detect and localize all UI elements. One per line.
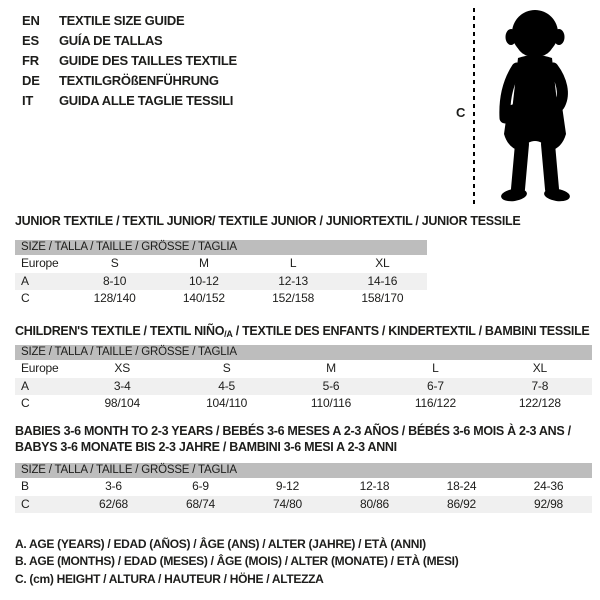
lang-row-de bbox=[22, 71, 237, 91]
lang-title: GUIDE DES TAILLES TEXTILE bbox=[59, 53, 237, 68]
size-cell: 158/170 bbox=[361, 291, 404, 305]
lang-code: DE bbox=[22, 73, 40, 88]
size-cell: M bbox=[198, 256, 209, 270]
row-label: C bbox=[21, 291, 30, 305]
row-label: A bbox=[21, 273, 29, 288]
height-label-c: C bbox=[456, 105, 466, 120]
footnote-c: C. (cm) HEIGHT / ALTURA / HAUTEUR / HÖHE / ALTEZZA bbox=[15, 571, 324, 586]
table-row bbox=[15, 290, 427, 308]
lang-title: TEXTILGRÖßENFÜHRUNG bbox=[59, 73, 219, 88]
size-cell: 7-8 bbox=[531, 378, 549, 393]
size-cell: 80/86 bbox=[359, 496, 390, 511]
size-cell: 104/110 bbox=[206, 396, 248, 410]
table-row bbox=[15, 496, 592, 514]
size-cell: 4-5 bbox=[218, 378, 235, 393]
size-cell: 9-12 bbox=[275, 479, 300, 493]
babies-section-title bbox=[15, 423, 571, 455]
size-header-band: SIZE / TALLA / TAILLE / GRÖSSE / TAGLIA bbox=[15, 345, 592, 360]
size-cell: 18-24 bbox=[446, 479, 477, 493]
size-cell: 6-7 bbox=[427, 378, 444, 393]
language-title-list bbox=[22, 11, 237, 111]
size-cell: S bbox=[222, 361, 231, 375]
lang-code: FR bbox=[22, 53, 39, 68]
size-header-band: SIZE / TALLA / TAILLE / GRÖSSE / TAGLIA bbox=[15, 463, 592, 478]
junior-section-title: JUNIOR TEXTILE / TEXTIL JUNIOR/ TEXTILE JUNIOR / JUNIORTEXTIL / JUNIOR TESSILE bbox=[15, 214, 521, 228]
size-cell: 92/98 bbox=[533, 496, 564, 511]
size-cell: 68/74 bbox=[185, 496, 216, 511]
size-cell: 14-16 bbox=[367, 273, 398, 288]
size-cell: L bbox=[289, 256, 297, 270]
table-row bbox=[15, 360, 592, 378]
babies-title-line2: BABYS 3-6 MONATE BIS 2-3 JAHRE / BAMBINI 3-6 MESI A 2-3 ANNI bbox=[15, 440, 397, 454]
table-row bbox=[15, 255, 427, 273]
size-cell: 6-9 bbox=[192, 479, 209, 493]
toddler-silhouette-icon bbox=[487, 6, 599, 206]
size-cell: 128/140 bbox=[93, 291, 136, 305]
lang-row-it bbox=[22, 91, 237, 111]
height-measure-dashed-line bbox=[473, 8, 475, 206]
lang-code: IT bbox=[22, 93, 34, 108]
size-cell: S bbox=[110, 256, 119, 270]
row-label: A bbox=[21, 378, 29, 393]
size-cell: 116/122 bbox=[414, 396, 456, 410]
size-cell: 3-4 bbox=[113, 378, 131, 393]
footnote-legend bbox=[15, 536, 458, 588]
children-size-table bbox=[15, 345, 592, 413]
size-cell: XL bbox=[532, 361, 547, 375]
row-label: Europe bbox=[21, 361, 59, 375]
size-cell: 98/104 bbox=[104, 396, 140, 410]
size-cell: 74/80 bbox=[272, 496, 303, 511]
size-cell: M bbox=[326, 361, 336, 375]
size-cell: 12-13 bbox=[278, 273, 308, 288]
row-label: B bbox=[21, 479, 29, 493]
babies-size-table bbox=[15, 463, 592, 513]
table-row bbox=[15, 273, 427, 291]
table-row bbox=[15, 395, 592, 413]
footnote-b: B. AGE (MONTHS) / EDAD (MESES) / ÂGE (MOIS) / ALTER (MONATE) / ETÀ (MESI) bbox=[15, 554, 459, 569]
lang-code: EN bbox=[22, 13, 40, 28]
size-cell: XS bbox=[114, 361, 130, 375]
table-row bbox=[15, 378, 592, 396]
children-title-part2: / TEXTILE DES ENFANTS / KINDERTEXTIL / BAMBINI TESSILE bbox=[232, 324, 590, 338]
table-row bbox=[15, 478, 592, 496]
size-cell: 8-10 bbox=[103, 273, 127, 288]
size-cell: 62/68 bbox=[98, 496, 129, 511]
footnote-a: A. AGE (YEARS) / EDAD (AÑOS) / ÂGE (ANS) / ALTER (JAHRE) / ETÀ (ANNI) bbox=[15, 537, 426, 551]
children-section-title bbox=[15, 324, 589, 339]
junior-size-table bbox=[15, 240, 427, 308]
lang-row-es bbox=[22, 31, 237, 51]
children-title-subscript: /A bbox=[224, 329, 233, 339]
row-label: C bbox=[21, 496, 30, 511]
lang-row-fr bbox=[22, 51, 237, 71]
size-cell: 5-6 bbox=[322, 378, 340, 393]
lang-row-en bbox=[22, 11, 237, 31]
row-label: C bbox=[21, 396, 30, 410]
lang-code: ES bbox=[22, 33, 39, 48]
size-header-band: SIZE / TALLA / TAILLE / GRÖSSE / TAGLIA bbox=[15, 240, 427, 255]
babies-title-line1: BABIES 3-6 MONTH TO 2-3 YEARS / BEBÉS 3-6 MESES A 2-3 AÑOS / BÉBÉS 3-6 MOIS À 2-3 ANS / bbox=[15, 424, 571, 438]
size-cell: 12-18 bbox=[359, 479, 390, 493]
lang-title: GUIDA ALLE TAGLIE TESSILI bbox=[59, 93, 234, 108]
row-label: Europe bbox=[21, 256, 59, 270]
lang-title: GUÍA DE TALLAS bbox=[59, 33, 163, 48]
size-cell: L bbox=[432, 361, 439, 375]
size-cell: 110/116 bbox=[310, 396, 352, 410]
size-cell: 152/158 bbox=[272, 291, 315, 305]
lang-title: TEXTILE SIZE GUIDE bbox=[59, 13, 185, 28]
size-cell: 3-6 bbox=[105, 479, 122, 493]
size-cell: 122/128 bbox=[518, 396, 561, 410]
size-cell: 10-12 bbox=[189, 273, 219, 288]
size-cell: XL bbox=[375, 256, 390, 270]
children-title-part1: CHILDREN'S TEXTILE / TEXTIL NIÑO bbox=[15, 324, 225, 338]
size-cell: 24-36 bbox=[533, 479, 564, 493]
size-cell: 140/152 bbox=[182, 291, 225, 305]
size-cell: 86/92 bbox=[446, 496, 477, 511]
